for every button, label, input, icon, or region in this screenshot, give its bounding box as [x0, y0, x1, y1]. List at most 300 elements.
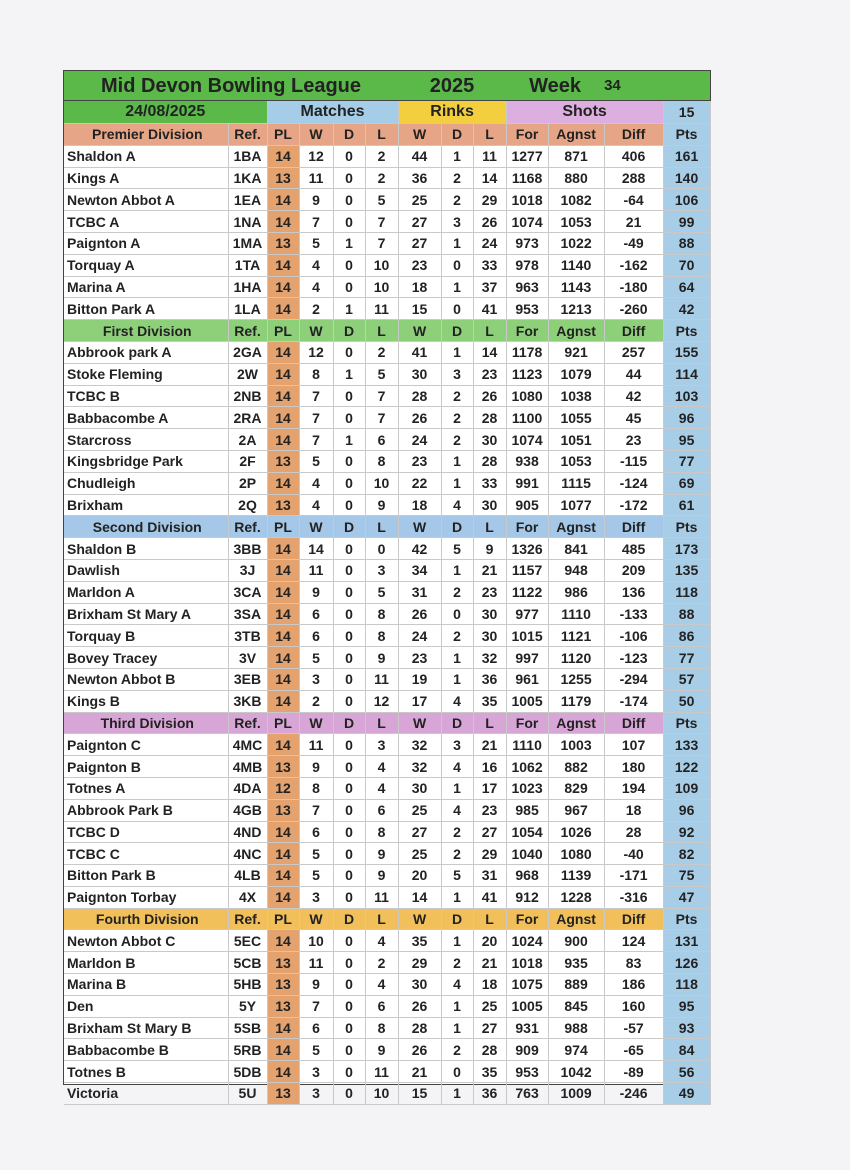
team-name: Newton Abbot C — [64, 930, 228, 952]
team-ref: 4X — [228, 886, 267, 908]
stat-cell: 0 — [333, 974, 365, 996]
stat-cell: 14 — [267, 1061, 299, 1083]
stat-cell: 155 — [663, 341, 710, 363]
stat-cell: 92 — [663, 821, 710, 843]
stat-cell: 11 — [299, 167, 333, 189]
stat-cell: 31 — [473, 865, 506, 887]
stat-cell: 2 — [441, 821, 473, 843]
team-ref: 2P — [228, 472, 267, 494]
team-name: Babbacombe A — [64, 407, 228, 429]
table-row — [64, 974, 710, 996]
column-header: For — [506, 516, 548, 538]
stat-cell: 2 — [441, 581, 473, 603]
title-row — [64, 71, 710, 101]
team-name: Brixham St Mary B — [64, 1017, 228, 1039]
column-header: D — [441, 124, 473, 146]
team-ref: 4NC — [228, 843, 267, 865]
stat-cell: 973 — [506, 232, 548, 254]
stat-cell: 1074 — [506, 429, 548, 451]
column-header: Agnst — [548, 320, 604, 342]
stat-cell: 9 — [473, 538, 506, 560]
team-ref: 5Y — [228, 995, 267, 1017]
stat-cell: -171 — [604, 865, 663, 887]
stat-cell: 8 — [365, 625, 398, 647]
column-header: D — [333, 908, 365, 930]
stat-cell: 2 — [441, 1039, 473, 1061]
stat-cell: 180 — [604, 756, 663, 778]
team-name: Den — [64, 995, 228, 1017]
stat-cell: 7 — [299, 211, 333, 233]
stat-cell: 967 — [548, 799, 604, 821]
column-header: Diff — [604, 124, 663, 146]
stat-cell: 12 — [267, 777, 299, 799]
stat-cell: 1018 — [506, 952, 548, 974]
stat-cell: 1115 — [548, 472, 604, 494]
stat-cell: 21 — [604, 211, 663, 233]
stat-cell: 1054 — [506, 821, 548, 843]
stat-cell: 1053 — [548, 450, 604, 472]
stat-cell: 11 — [473, 145, 506, 167]
stat-cell: 0 — [333, 690, 365, 712]
stat-cell: 42 — [398, 538, 441, 560]
stat-cell: 18 — [473, 974, 506, 996]
stat-cell: 977 — [506, 603, 548, 625]
column-header: For — [506, 908, 548, 930]
stat-cell: -106 — [604, 625, 663, 647]
stat-cell: -133 — [604, 603, 663, 625]
table-row — [64, 1083, 710, 1105]
table-row — [64, 254, 710, 276]
stat-cell: 7 — [365, 232, 398, 254]
stat-cell: 0 — [333, 559, 365, 581]
stat-cell: 1 — [441, 472, 473, 494]
stat-cell: 9 — [365, 1039, 398, 1061]
column-header: Diff — [604, 320, 663, 342]
stat-cell: 1062 — [506, 756, 548, 778]
stat-cell: -180 — [604, 276, 663, 298]
stat-cell: 1 — [441, 341, 473, 363]
stat-cell: 1015 — [506, 625, 548, 647]
column-header: L — [365, 124, 398, 146]
stat-cell: 2 — [441, 843, 473, 865]
stat-cell: 880 — [548, 167, 604, 189]
column-header: Agnst — [548, 908, 604, 930]
stat-cell: 14 — [267, 865, 299, 887]
table-row — [64, 690, 710, 712]
stat-cell: 1055 — [548, 407, 604, 429]
stat-cell: 28 — [473, 1039, 506, 1061]
stat-cell: 64 — [663, 276, 710, 298]
stat-cell: -65 — [604, 1039, 663, 1061]
team-name: Paignton C — [64, 734, 228, 756]
stat-cell: 88 — [663, 603, 710, 625]
stat-cell: 3 — [441, 363, 473, 385]
stat-cell: 194 — [604, 777, 663, 799]
stat-cell: 9 — [299, 581, 333, 603]
stat-cell: 4 — [299, 494, 333, 516]
stat-cell: 26 — [398, 603, 441, 625]
stat-cell: 1178 — [506, 341, 548, 363]
stat-cell: 21 — [398, 1061, 441, 1083]
stat-cell: 3 — [299, 1061, 333, 1083]
team-ref: 2Q — [228, 494, 267, 516]
column-header: L — [473, 320, 506, 342]
stat-cell: 3 — [299, 1083, 333, 1105]
stat-cell: 909 — [506, 1039, 548, 1061]
stat-cell: 124 — [604, 930, 663, 952]
column-header: D — [333, 320, 365, 342]
stat-cell: 1074 — [506, 211, 548, 233]
stat-cell: 1 — [441, 559, 473, 581]
stat-cell: 0 — [333, 1017, 365, 1039]
team-ref: 5EC — [228, 930, 267, 952]
stat-cell: 961 — [506, 668, 548, 690]
table-row — [64, 734, 710, 756]
team-ref: 1KA — [228, 167, 267, 189]
stat-cell: 7 — [365, 407, 398, 429]
column-header: L — [473, 124, 506, 146]
stat-cell: 23 — [473, 363, 506, 385]
stat-cell: 0 — [333, 756, 365, 778]
stat-cell: 8 — [299, 777, 333, 799]
column-header: Ref. — [228, 320, 267, 342]
team-name: Starcross — [64, 429, 228, 451]
column-header: D — [333, 516, 365, 538]
team-name: Marina A — [64, 276, 228, 298]
stat-cell: 30 — [398, 777, 441, 799]
team-ref: 4MB — [228, 756, 267, 778]
table-row — [64, 581, 710, 603]
stat-cell: 3 — [441, 211, 473, 233]
stat-cell: 2 — [441, 189, 473, 211]
team-name: Kingsbridge Park — [64, 450, 228, 472]
stat-cell: 14 — [267, 145, 299, 167]
stat-cell: 921 — [548, 341, 604, 363]
stat-cell: 47 — [663, 886, 710, 908]
stat-cell: 7 — [365, 385, 398, 407]
stat-cell: 118 — [663, 974, 710, 996]
team-ref: 5RB — [228, 1039, 267, 1061]
rinks-band: Rinks — [398, 101, 506, 124]
table-row — [64, 429, 710, 451]
stat-cell: 3 — [299, 886, 333, 908]
stat-cell: 935 — [548, 952, 604, 974]
stat-cell: 21 — [473, 559, 506, 581]
team-name: Paignton Torbay — [64, 886, 228, 908]
stat-cell: 5 — [299, 450, 333, 472]
stat-cell: 19 — [398, 668, 441, 690]
team-name: Shaldon A — [64, 145, 228, 167]
stat-cell: 1 — [441, 668, 473, 690]
team-ref: 3J — [228, 559, 267, 581]
stat-cell: 10 — [365, 276, 398, 298]
table-row — [64, 341, 710, 363]
stat-cell: 14 — [267, 559, 299, 581]
stat-cell: 4 — [299, 472, 333, 494]
stat-cell: 20 — [398, 865, 441, 887]
stat-cell: 1 — [441, 1083, 473, 1105]
stat-cell: 26 — [473, 385, 506, 407]
stat-cell: 1075 — [506, 974, 548, 996]
column-header: Diff — [604, 516, 663, 538]
stat-cell: 30 — [398, 974, 441, 996]
column-header: L — [473, 712, 506, 734]
table-row — [64, 167, 710, 189]
stat-cell: 6 — [299, 625, 333, 647]
stat-cell: 161 — [663, 145, 710, 167]
stat-cell: 14 — [267, 668, 299, 690]
division-header-third — [64, 712, 710, 734]
stat-cell: 1038 — [548, 385, 604, 407]
column-header: L — [365, 516, 398, 538]
team-name: Marldon B — [64, 952, 228, 974]
stat-cell: 13 — [267, 799, 299, 821]
stat-cell: 1277 — [506, 145, 548, 167]
stat-cell: 1122 — [506, 581, 548, 603]
table-row — [64, 385, 710, 407]
team-name: Paignton B — [64, 756, 228, 778]
stat-cell: -49 — [604, 232, 663, 254]
column-header: Diff — [604, 712, 663, 734]
stat-cell: 953 — [506, 1061, 548, 1083]
stat-cell: 0 — [333, 581, 365, 603]
division-header-first — [64, 320, 710, 342]
stat-cell: 30 — [473, 603, 506, 625]
stat-cell: 24 — [473, 232, 506, 254]
stat-cell: 3 — [365, 559, 398, 581]
stat-cell: 1 — [441, 777, 473, 799]
table-row — [64, 930, 710, 952]
team-name: Bovey Tracey — [64, 647, 228, 669]
stat-cell: -316 — [604, 886, 663, 908]
stat-cell: 1228 — [548, 886, 604, 908]
stat-cell: 17 — [398, 690, 441, 712]
stat-cell: 29 — [398, 952, 441, 974]
team-name: Bitton Park B — [64, 865, 228, 887]
stat-cell: 0 — [333, 734, 365, 756]
table-row — [64, 1061, 710, 1083]
stat-cell: 50 — [663, 690, 710, 712]
team-ref: 3V — [228, 647, 267, 669]
table-row — [64, 450, 710, 472]
stat-cell: 23 — [473, 799, 506, 821]
team-ref: 1NA — [228, 211, 267, 233]
table-row — [64, 952, 710, 974]
stat-cell: 0 — [333, 385, 365, 407]
stat-cell: 77 — [663, 647, 710, 669]
stat-cell: 14 — [267, 189, 299, 211]
stat-cell: 69 — [663, 472, 710, 494]
stat-cell: 27 — [473, 1017, 506, 1039]
stat-cell: 96 — [663, 407, 710, 429]
stat-cell: 1024 — [506, 930, 548, 952]
column-header: L — [365, 908, 398, 930]
team-ref: 1LA — [228, 298, 267, 320]
stat-cell: 0 — [333, 189, 365, 211]
stat-cell: 871 — [548, 145, 604, 167]
stat-cell: 57 — [663, 668, 710, 690]
stat-cell: 14 — [267, 843, 299, 865]
stat-cell: 0 — [333, 647, 365, 669]
stat-cell: 406 — [604, 145, 663, 167]
table-row — [64, 843, 710, 865]
table-row — [64, 668, 710, 690]
stat-cell: 186 — [604, 974, 663, 996]
team-ref: 2NB — [228, 385, 267, 407]
stat-cell: 126 — [663, 952, 710, 974]
stat-cell: 33 — [473, 254, 506, 276]
stat-cell: 22 — [398, 472, 441, 494]
stat-cell: 0 — [365, 538, 398, 560]
stat-cell: 1123 — [506, 363, 548, 385]
stat-cell: 978 — [506, 254, 548, 276]
stat-cell: 14 — [267, 886, 299, 908]
stat-cell: 0 — [333, 668, 365, 690]
stat-cell: 61 — [663, 494, 710, 516]
stat-cell: 1082 — [548, 189, 604, 211]
stat-cell: 42 — [604, 385, 663, 407]
column-header: D — [333, 712, 365, 734]
column-header: W — [299, 320, 333, 342]
stat-cell: 0 — [333, 407, 365, 429]
team-ref: 4LB — [228, 865, 267, 887]
stat-cell: 14 — [267, 276, 299, 298]
stat-cell: 0 — [333, 843, 365, 865]
stat-cell: 31 — [398, 581, 441, 603]
stat-cell: 14 — [267, 472, 299, 494]
stat-cell: 763 — [506, 1083, 548, 1105]
stat-cell: 4 — [365, 930, 398, 952]
stat-cell: -40 — [604, 843, 663, 865]
stat-cell: 28 — [473, 450, 506, 472]
stat-cell: 135 — [663, 559, 710, 581]
table-row — [64, 559, 710, 581]
stat-cell: 1140 — [548, 254, 604, 276]
matches-band: Matches — [267, 101, 398, 124]
stat-cell: 5 — [441, 538, 473, 560]
stat-cell: 11 — [299, 559, 333, 581]
stat-cell: 14 — [267, 734, 299, 756]
stat-cell: 5 — [365, 581, 398, 603]
column-header: W — [299, 712, 333, 734]
stat-cell: 14 — [267, 581, 299, 603]
stat-cell: 14 — [267, 1039, 299, 1061]
stat-cell: 8 — [365, 821, 398, 843]
stat-cell: 27 — [473, 821, 506, 843]
stat-cell: 1003 — [548, 734, 604, 756]
stat-cell: 991 — [506, 472, 548, 494]
division-header-premier — [64, 124, 710, 146]
stat-cell: 963 — [506, 276, 548, 298]
table-row — [64, 756, 710, 778]
stat-cell: 15 — [398, 1083, 441, 1105]
team-name: Newton Abbot A — [64, 189, 228, 211]
column-header: W — [398, 908, 441, 930]
column-header: L — [473, 908, 506, 930]
stat-cell: 36 — [398, 167, 441, 189]
stat-cell: 11 — [299, 952, 333, 974]
column-header: Ref. — [228, 124, 267, 146]
stat-cell: 11 — [365, 1061, 398, 1083]
team-ref: 1HA — [228, 276, 267, 298]
stat-cell: 26 — [398, 407, 441, 429]
stat-cell: 8 — [365, 603, 398, 625]
stat-cell: -123 — [604, 647, 663, 669]
stat-cell: 11 — [299, 734, 333, 756]
stat-cell: 0 — [333, 472, 365, 494]
stat-cell: 948 — [548, 559, 604, 581]
team-name: Torquay A — [64, 254, 228, 276]
stat-cell: 0 — [333, 821, 365, 843]
stat-cell: 7 — [299, 995, 333, 1017]
column-header: PL — [267, 908, 299, 930]
stat-cell: 8 — [365, 1017, 398, 1039]
stat-cell: 0 — [333, 450, 365, 472]
stat-cell: 28 — [398, 385, 441, 407]
team-name: Marldon A — [64, 581, 228, 603]
stat-cell: 86 — [663, 625, 710, 647]
team-name: Paignton A — [64, 232, 228, 254]
stat-cell: 1139 — [548, 865, 604, 887]
column-header: Agnst — [548, 712, 604, 734]
team-name: Brixham St Mary A — [64, 603, 228, 625]
stat-cell: 14 — [267, 385, 299, 407]
stat-cell: 1 — [441, 232, 473, 254]
stat-cell: 44 — [398, 145, 441, 167]
division-header-fourth — [64, 908, 710, 930]
stat-cell: 29 — [473, 843, 506, 865]
column-header: W — [398, 320, 441, 342]
stat-cell: 14 — [267, 1017, 299, 1039]
stat-cell: 1213 — [548, 298, 604, 320]
stat-cell: 0 — [333, 211, 365, 233]
stat-cell: 10 — [299, 930, 333, 952]
stat-cell: 1110 — [506, 734, 548, 756]
stat-cell: 5 — [299, 647, 333, 669]
stat-cell: 93 — [663, 1017, 710, 1039]
team-name: Victoria — [64, 1083, 228, 1105]
table-row — [64, 472, 710, 494]
stat-cell: 0 — [333, 538, 365, 560]
stat-cell: 4 — [365, 777, 398, 799]
stat-cell: 4 — [441, 494, 473, 516]
stat-cell: 118 — [663, 581, 710, 603]
stat-cell: 28 — [473, 407, 506, 429]
division-name: First Division — [64, 320, 228, 342]
stat-cell: 14 — [267, 625, 299, 647]
stat-cell: 2 — [365, 167, 398, 189]
stat-cell: -172 — [604, 494, 663, 516]
stat-cell: 13 — [267, 995, 299, 1017]
stat-cell: 0 — [333, 930, 365, 952]
stat-cell: 14 — [267, 407, 299, 429]
column-header: Diff — [604, 908, 663, 930]
team-name: Abbrook park A — [64, 341, 228, 363]
stat-cell: -57 — [604, 1017, 663, 1039]
division-name: Fourth Division — [64, 908, 228, 930]
column-header: Pts — [663, 124, 710, 146]
stat-cell: 1051 — [548, 429, 604, 451]
stat-cell: 3 — [365, 734, 398, 756]
stat-cell: 1009 — [548, 1083, 604, 1105]
stat-cell: 12 — [299, 341, 333, 363]
stat-cell: 15 — [398, 298, 441, 320]
week-number: 34 — [604, 71, 710, 101]
stat-cell: -64 — [604, 189, 663, 211]
stat-cell: 1080 — [548, 843, 604, 865]
stat-cell: 4 — [441, 690, 473, 712]
team-ref: 3BB — [228, 538, 267, 560]
